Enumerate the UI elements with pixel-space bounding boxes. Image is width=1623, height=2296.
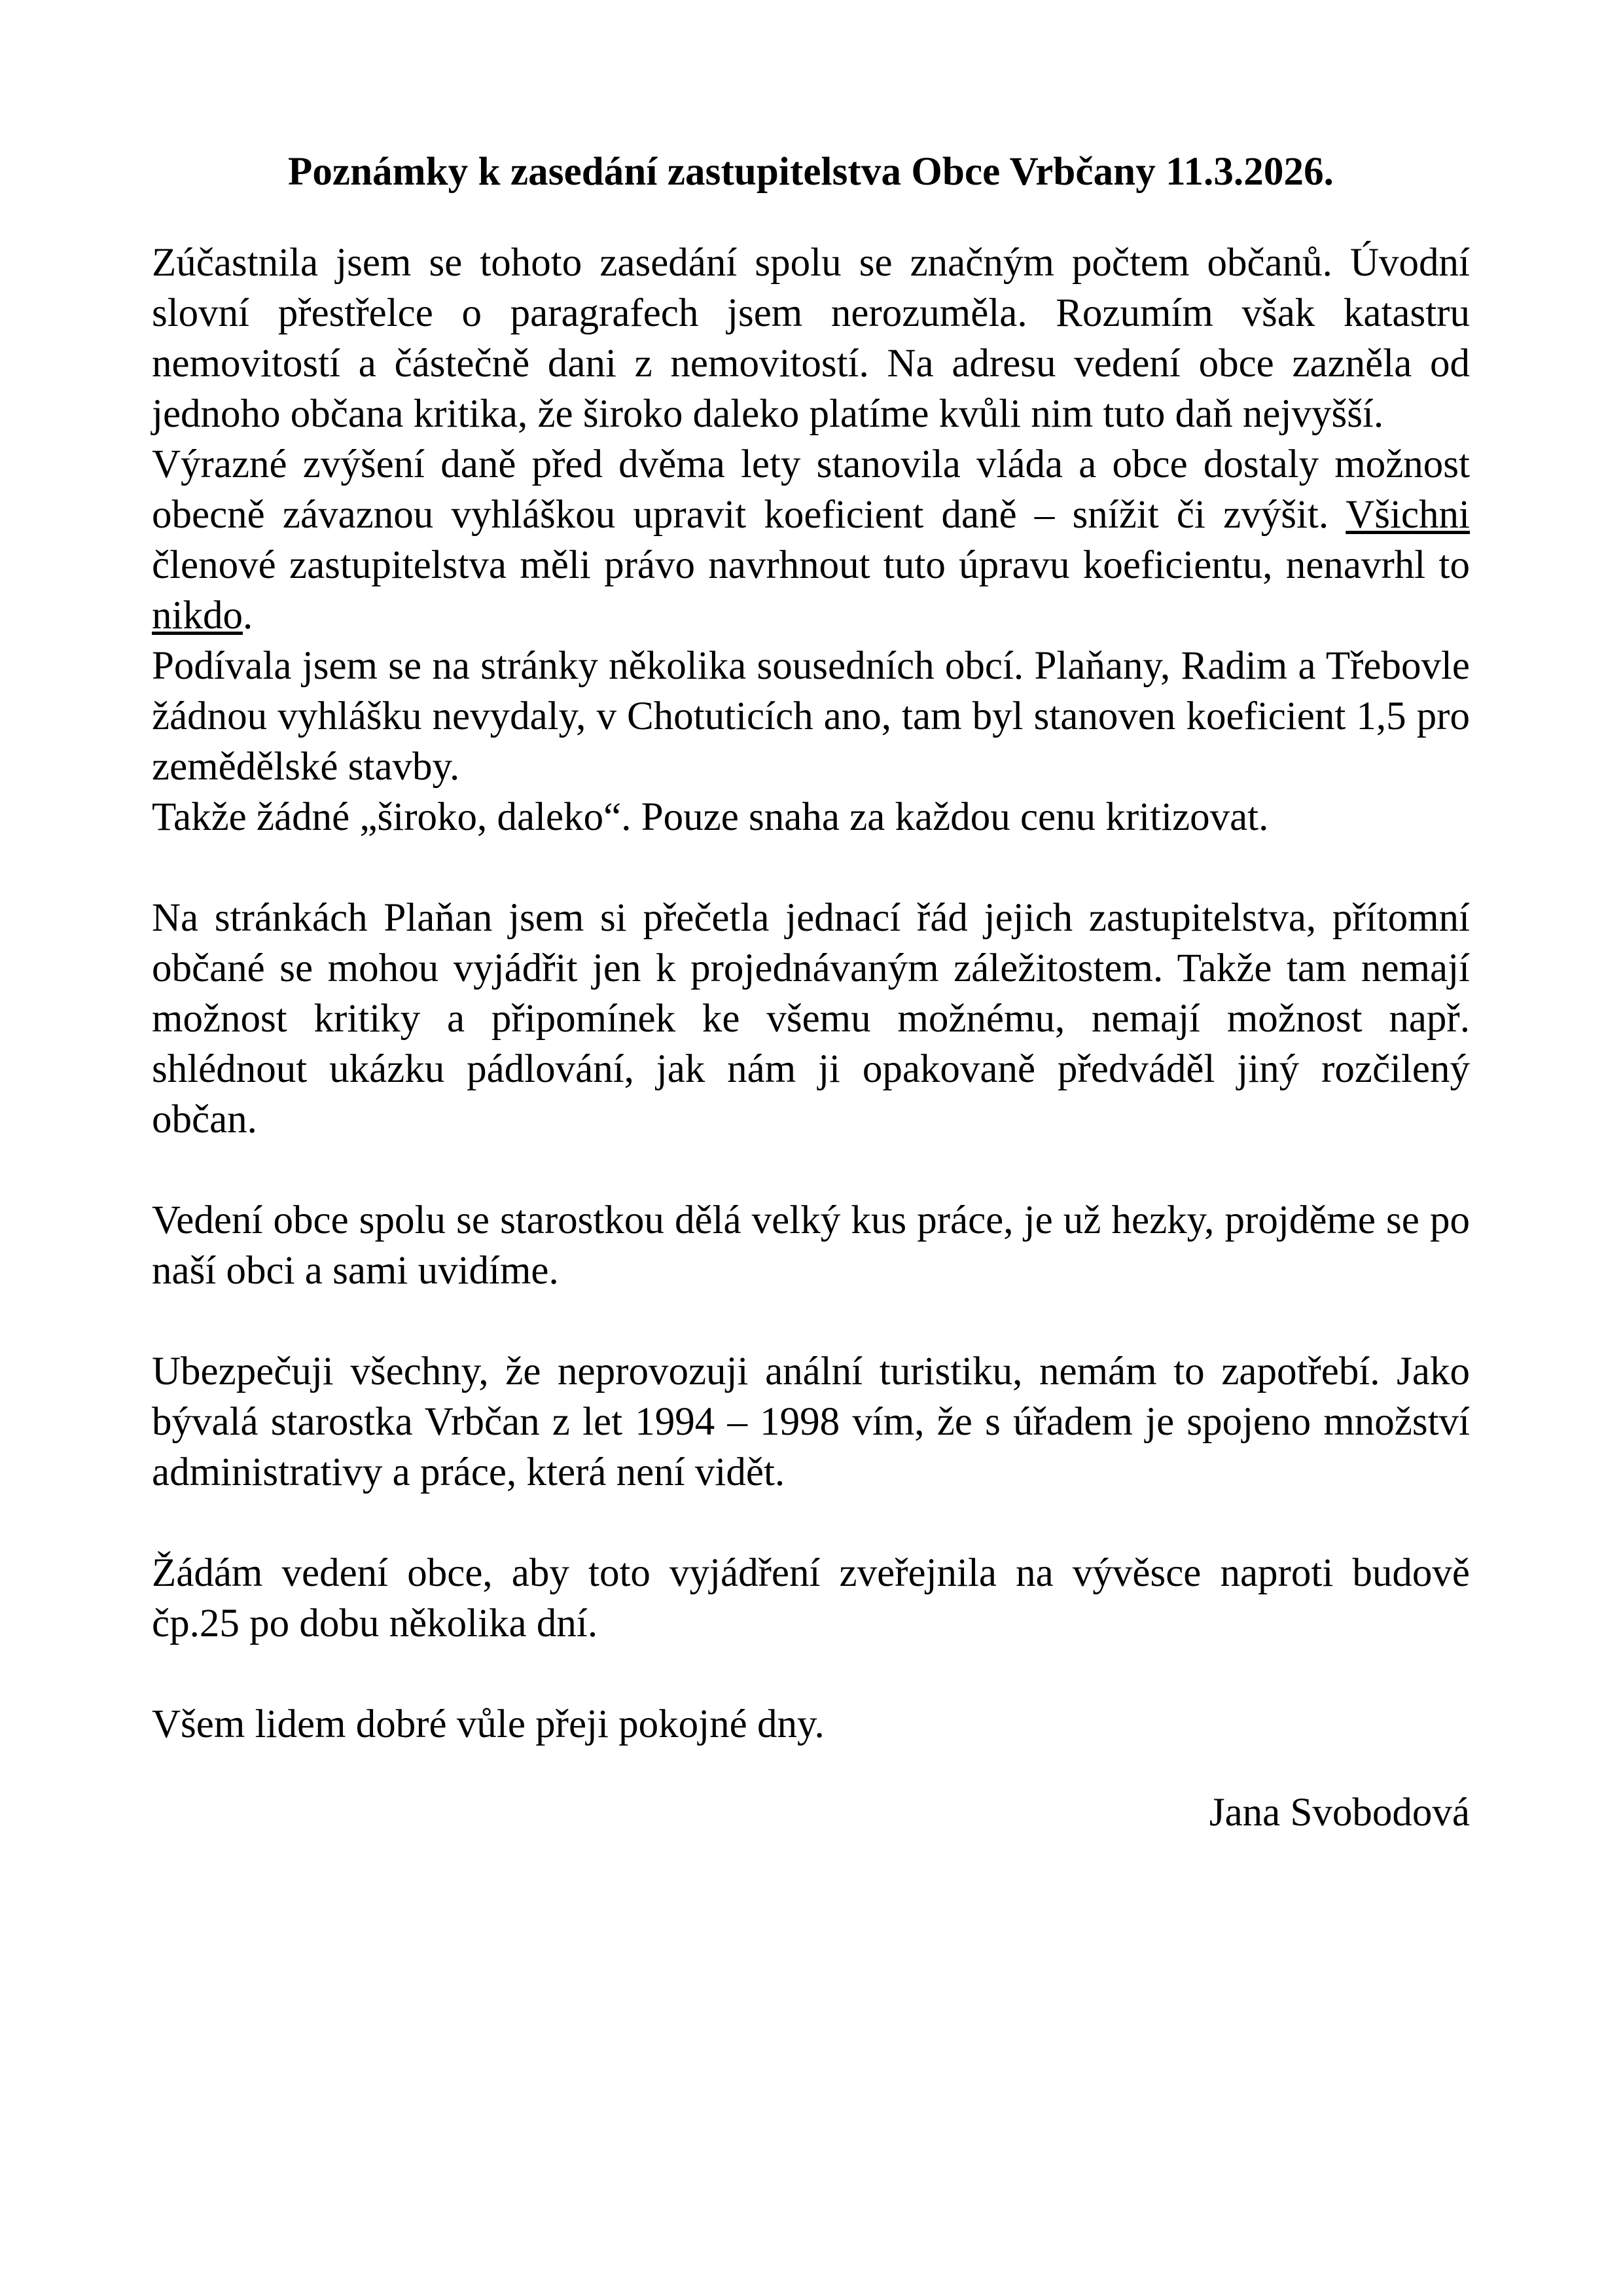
paragraph-criticism: Takže žádné „široko, daleko“. Pouze snaha za každou cenu kritizovat. bbox=[152, 795, 1269, 839]
spacer-paragraph bbox=[152, 842, 1470, 893]
signature-name: Jana Svobodová bbox=[1209, 1791, 1470, 1835]
paragraph-former-mayor: Ubezpečuji všechny, že neprovozuji anální turistiku, nemám to zapotřebí. Jako bývalá starostka Vrbčan z let 1994 – 1998 vím, že s úřadem je spojeno množství administrativy a práce, která není vidět. bbox=[152, 1350, 1470, 1494]
spacer-paragraph bbox=[152, 1498, 1470, 1548]
spacer-paragraph bbox=[152, 1145, 1470, 1195]
paragraph-village-leadership: Vedení obce spolu se starostkou dělá velký kus práce, je už hezky, projděme se po naší obci a sami uvidíme. bbox=[152, 1198, 1470, 1293]
emphasis-vsichni: Všichni bbox=[1346, 493, 1470, 537]
paragraph-coefficient bbox=[152, 439, 1470, 641]
paragraph-intro: Zúčastnila jsem se tohoto zasedání spolu se značným počtem občanů. Úvodní slovní přestřelce o paragrafech jsem nerozuměla. Rozumím však katastru nemovitostí a částečně dani z nemovitostí. Na adresu vedení obce zazněla od jednoho občana kritika, že široko daleko platíme kvůli nim tuto daň nejvyšší. bbox=[152, 241, 1470, 436]
paragraph-planany-rules: Na stránkách Plaňan jsem si přečetla jednací řád jejich zastupitelstva, přítomní občané se mohou vyjádřit jen k projednávaným záležitostem. Takže tam nemají možnost kritiky a připomínek ke všemu možnému, nemají možnost např. shlédnout ukázku pádlování, jak nám ji opakovaně předváděl jiný rozčilený občan. bbox=[152, 896, 1470, 1141]
paragraph-closing-wish: Všem lidem dobré vůle přeji pokojné dny. bbox=[152, 1702, 825, 1746]
spacer-paragraph bbox=[152, 1296, 1470, 1346]
paragraph-segment-text: Výrazné zvýšení daně před dvěma lety stanovila vláda a obce dostaly možnost obecně závaznou vyhláškou upravit koeficient daně – snížit či zvýšit. bbox=[152, 442, 1470, 537]
paragraph-segment-text: . bbox=[242, 594, 253, 637]
emphasis-nikdo: nikdo bbox=[152, 594, 243, 637]
document-body bbox=[152, 0, 1470, 1838]
spacer-after-title bbox=[152, 192, 1470, 238]
spacer-before-signature bbox=[152, 1749, 1470, 1787]
paragraph-neighbouring-villages: Podívala jsem se na stránky několika sousedních obcí. Plaňany, Radim a Třebovle žádnou vyhlášku nevydaly, v Chotuticích ano, tam byl stanoven koeficient 1,5 pro zemědělské stavby. bbox=[152, 644, 1470, 789]
spacer-paragraph bbox=[152, 1649, 1470, 1699]
page-title: Poznámky k zasedání zastupitelstva Obce Vrbčany 11.3.2026. bbox=[287, 150, 1334, 194]
paragraph-segment-text: členové zastupitelstva měli právo navrhnout tuto úpravu koeficientu, nenavrhl to bbox=[152, 543, 1470, 587]
paragraph-publication-request: Žádám vedení obce, aby toto vyjádření zveřejnila na vývěsce naproti budově čp.25 po dobu několika dní. bbox=[152, 1551, 1470, 1645]
